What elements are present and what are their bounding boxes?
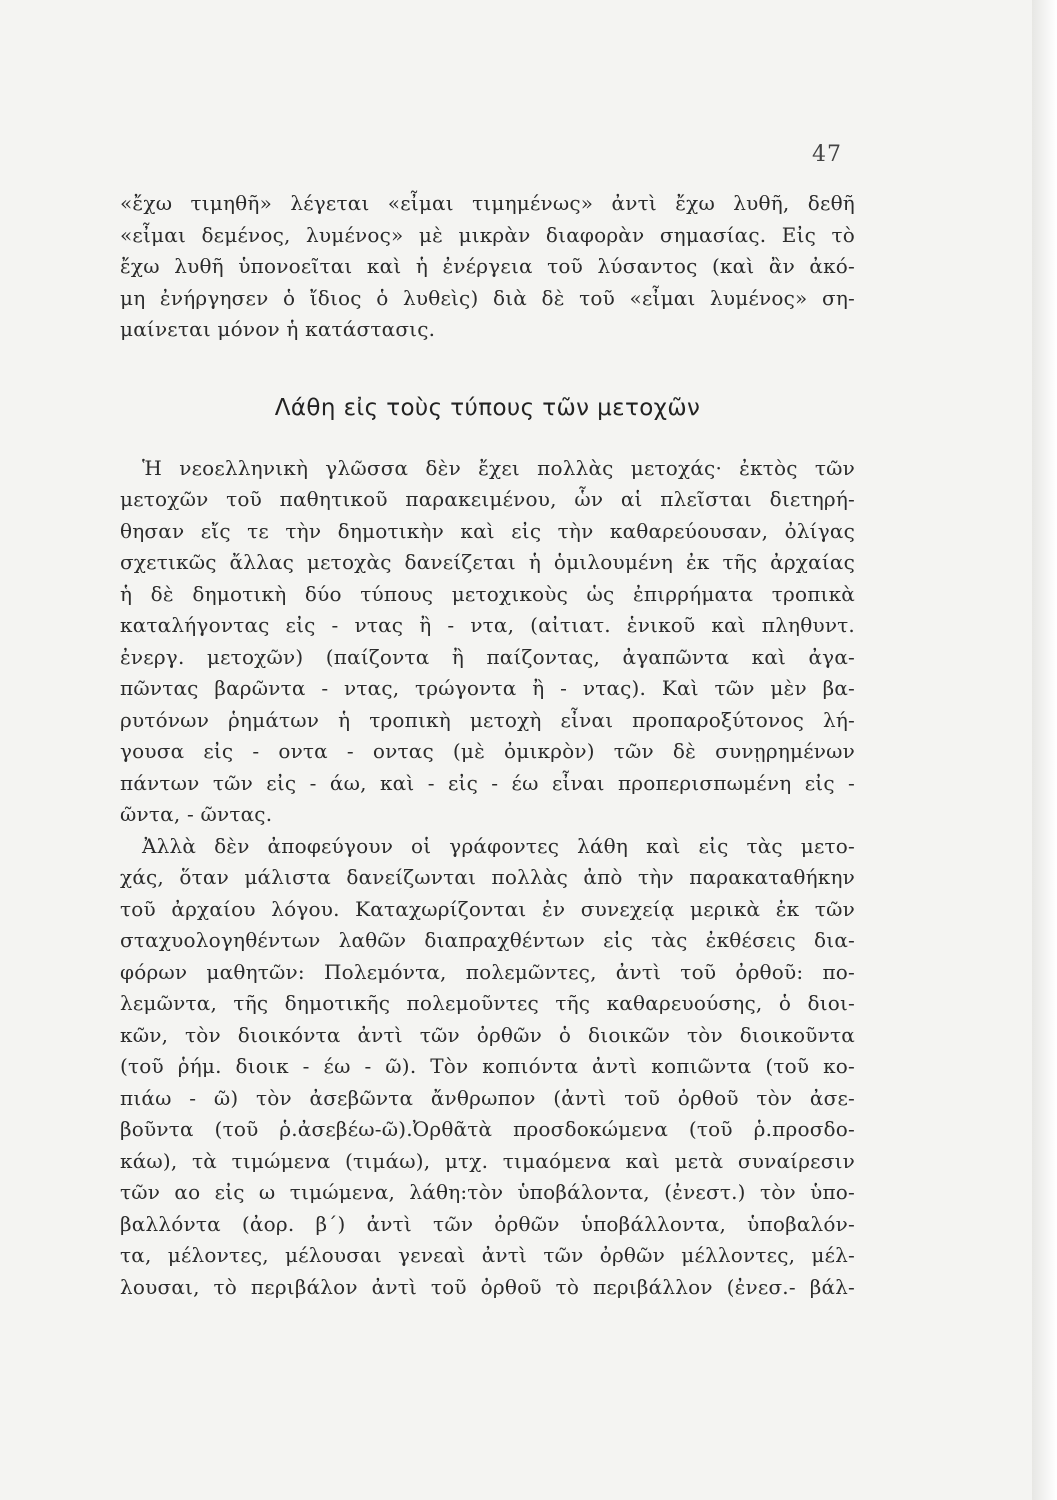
text-line: «εἶμαι δεμένος, λυμένος» μὲ μικρὰν διαφορὰν σημασίας. Εἰς τὸ: [120, 222, 855, 247]
text-line: ῶντα, - ῶντας.: [120, 802, 273, 826]
text-line: βοῦντα (τοῦ ῥ.ἀσεβέω-ῶ).Ὀρθᾶτὰ προσδοκώμενα (τοῦ ῥ.προσδο-: [120, 1117, 855, 1141]
text-line: ἔχω λυθῆ ὑπονοεῖται καὶ ἡ ἐνέργεια τοῦ λύσαντος (καὶ ἂν ἀκό-: [120, 254, 855, 278]
text-line: τοῦ ἀρχαίου λόγου. Καταχωρίζονται ἐν συνεχείᾳ μερικὰ ἐκ τῶν: [120, 896, 855, 921]
text-line: καταλήγοντας εἰς - ντας ἢ - ντα, (αἰτιατ. ἑνικοῦ καὶ πληθυντ.: [120, 613, 855, 637]
text-line: χάς, ὅταν μάλιστα δανείζωνται πολλὰς ἀπὸ τὴν παρακαταθήκην: [120, 865, 855, 889]
text-line: πῶντας βαρῶντα - ντας, τρώγοντα ἢ - ντας). Καὶ τῶν μὲν βα-: [120, 676, 855, 700]
paragraph-3: [120, 831, 855, 1304]
text-line: μαίνεται μόνον ἡ κατάστασις.: [120, 317, 436, 341]
text-line: μη ἐνήργησεν ὁ ἴδιος ὁ λυθεὶς) διὰ δὲ τοῦ «εἶμαι λυμένος» ση-: [120, 285, 855, 310]
text-line: γουσα εἰς - οντα - οντας (μὲ ὀμικρὸν) τῶν δὲ συνῃρημένων: [120, 739, 855, 763]
text-line: λουσαι, τὸ περιβάλον ἀντὶ τοῦ ὀρθοῦ τὸ περιβάλλον (ἐνεσ.- βάλ-: [120, 1274, 855, 1299]
text-line: βαλλόντα (ἀορ. β΄) ἀντὶ τῶν ὀρθῶν ὑποβάλλοντα, ὑποβαλόν-: [120, 1211, 855, 1236]
text-line: ἐνεργ. μετοχῶν) (παίζοντα ἢ παίζοντας, ἀγαπῶντα καὶ ἀγα-: [120, 644, 855, 669]
page-text: [120, 188, 855, 1303]
text-line: σχετικῶς ἄλλας μετοχὰς δανείζεται ἡ ὁμιλουμένη ἐκ τῆς ἀρχαίας: [120, 550, 855, 574]
paragraph-2: [120, 453, 855, 831]
text-line: θησαν εἴς τε τὴν δημοτικὴν καὶ εἰς τὴν καθαρεύουσαν, ὀλίγας: [120, 518, 855, 543]
text-line: (τοῦ ῥήμ. διοικ - έω - ῶ). Τὸν κοπιόντα ἀντὶ κοπιῶντα (τοῦ κο-: [120, 1054, 855, 1078]
text-line: λεμῶντα, τῆς δημοτικῆς πολεμοῦντες τῆς καθαρευούσης, ὁ διοι-: [120, 991, 855, 1015]
page-edge: [1032, 0, 1057, 1500]
text-line: πάντων τῶν εἰς - άω, καὶ - εἰς - έω εἶναι προπερισπωμένη εἰς -: [120, 770, 855, 795]
page-number: 47: [812, 142, 842, 167]
text-line: κάω), τὰ τιμώμενα (τιμάω), μτχ. τιμαόμενα καὶ μετὰ συναίρεσιν: [120, 1148, 855, 1173]
text-line: μετοχῶν τοῦ παθητικοῦ παρακειμένου, ὧν αἱ πλεῖσται διετηρή-: [120, 487, 855, 511]
text-line: ἡ δὲ δημοτικὴ δύο τύπους μετοχικοὺς ὡς ἐπιρρήματα τροπικὰ: [120, 581, 855, 606]
paragraph-1: [120, 188, 855, 346]
text-line: σταχυολογηθέντων λαθῶν διαπραχθέντων εἰς τὰς ἐκθέσεις δια-: [120, 928, 855, 952]
text-line: τα, μέλοντες, μέλουσαι γενεαὶ ἀντὶ τῶν ὀρθῶν μέλλοντες, μέλ-: [120, 1243, 855, 1267]
section-heading: Λάθη εἰς τοὺς τύπους τῶν μετοχῶν: [274, 394, 701, 421]
text-line: Ἡ νεοελληνικὴ γλῶσσα δὲν ἔχει πολλὰς μετοχάς· ἐκτὸς τῶν: [142, 455, 855, 480]
text-line: κῶν, τὸν διοικόντα ἀντὶ τῶν ὀρθῶν ὁ διοικῶν τὸν διοικοῦντα: [120, 1022, 855, 1047]
text-line: τῶν αο εἰς ω τιμώμενα, λάθη:τὸν ὑποβάλοντα, (ἐνεστ.) τὸν ὑπο-: [120, 1180, 855, 1204]
text-line: πιάω - ῶ) τὸν ἀσεβῶντα ἄνθρωπον (ἀντὶ τοῦ ὀρθοῦ τὸν ἀσε-: [120, 1085, 855, 1110]
text-line: φόρων μαθητῶν: Πολεμόντα, πολεμῶντες, ἀντὶ τοῦ ὀρθοῦ: πο-: [120, 959, 855, 984]
text-line: Ἀλλὰ δὲν ἀποφεύγουν οἱ γράφοντες λάθη καὶ εἰς τὰς μετο-: [142, 833, 855, 858]
text-line: ρυτόνων ῥημάτων ἡ τροπικὴ μετοχὴ εἶναι προπαροξύτονος λή-: [120, 707, 855, 732]
text-line: «ἔχω τιμηθῆ» λέγεται «εἶμαι τιμημένως» ἀντὶ ἔχω λυθῆ, δεθῆ: [120, 191, 855, 215]
